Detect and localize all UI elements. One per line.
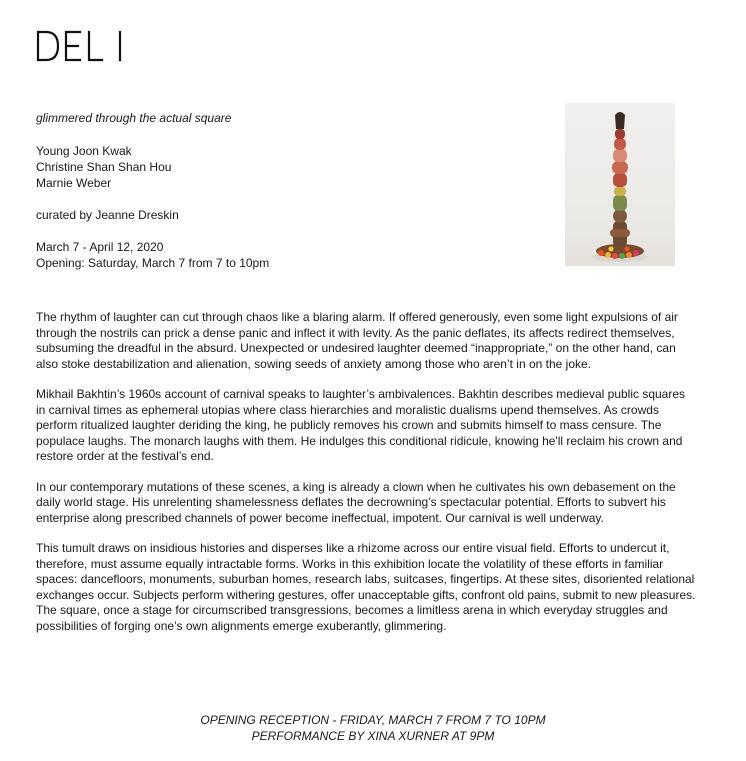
reception-info — [0, 712, 746, 744]
body-paragraph: The rhythm of laughter can cut through chaos like a blaring alarm. If offered generously, even some light expulsions of air through the nostrils can prick a dense panic and inflect it with levity. As the panic deflates, its affects redirect themselves, subsuming the dreadful in the absurd. Unexpected or undesired laughter deemed “inappropriate,” on the other hand, can also stoke destabilization and alienation, sowing seeds of anxiety among those who aren’t in on the joke. — [36, 310, 678, 371]
exhibition-title: glimmered through the actual square — [36, 111, 232, 125]
artist-name: Marnie Weber — [36, 176, 112, 190]
artist-name: Young Joon Kwak — [36, 144, 132, 158]
artist-name: Christine Shan Shan Hou — [36, 160, 172, 174]
body-paragraph: In our contemporary mutations of these scenes, a king is already a clown when he cultivates his own debasement on the daily world stage. His unrelenting shamelessness deflates the decrowning’s spectacular potential. Efforts to subvert his enterprise along prescribed channels of power become ineffectual, impotent. Our carnival is well underway. — [36, 479, 676, 525]
press-release-body — [36, 310, 696, 649]
body-paragraph: Mikhail Bakhtin’s 1960s account of carnival speaks to laughter’s ambivalences. Bakhtin describes medieval public squares in carnival times as ephemeral utopias where class hierarchies and moralistic dualisms upend themselves. As crowds perform ritualized laughter deriding the king, he publicly removes his crown and submits himself to mass censure. The populace laughs. The monarch laughs with them. He indulges this conditional ridicule, knowing he'll reclaim his crown and restore order at the festival’s end. — [36, 387, 686, 463]
curator-credit: curated by Jeanne Dreskin — [36, 208, 179, 222]
artist-list — [36, 143, 536, 191]
opening-info: Opening: Saturday, March 7 from 7 to 10pm — [36, 256, 270, 270]
exhibition-dates: March 7 - April 12, 2020 — [36, 240, 164, 254]
opening-reception-line: OPENING RECEPTION - FRIDAY, MARCH 7 FROM 7 TO 10PM — [200, 713, 546, 727]
artwork-image[interactable] — [565, 103, 675, 266]
exhibition-info — [36, 110, 536, 271]
body-paragraph: This tumult draws on insidious histories and disperses like a rhizome across our entire visual field. Efforts to undercut it, therefore, must assume equally intractable forms. Works in this exhibition locate the volatility of these efforts in familiar spaces: dancefloors, monuments, suburban homes, research labs, suitcases, fingertips. At these sites, disoriented relational exchanges occur. Subjects perform withering gestures, offer unacceptable gifts, confront old pains, submit to new pleasures. The square, once a stage for circumscribed transgressions, becomes a limitless arena in which everyday struggles and possibilities of forging one’s own alignments emerge exuberantly, glimmering. — [36, 541, 696, 633]
deli-logo[interactable] — [36, 28, 126, 64]
performance-line: PERFORMANCE BY XINA XURNER AT 9PM — [251, 729, 495, 743]
